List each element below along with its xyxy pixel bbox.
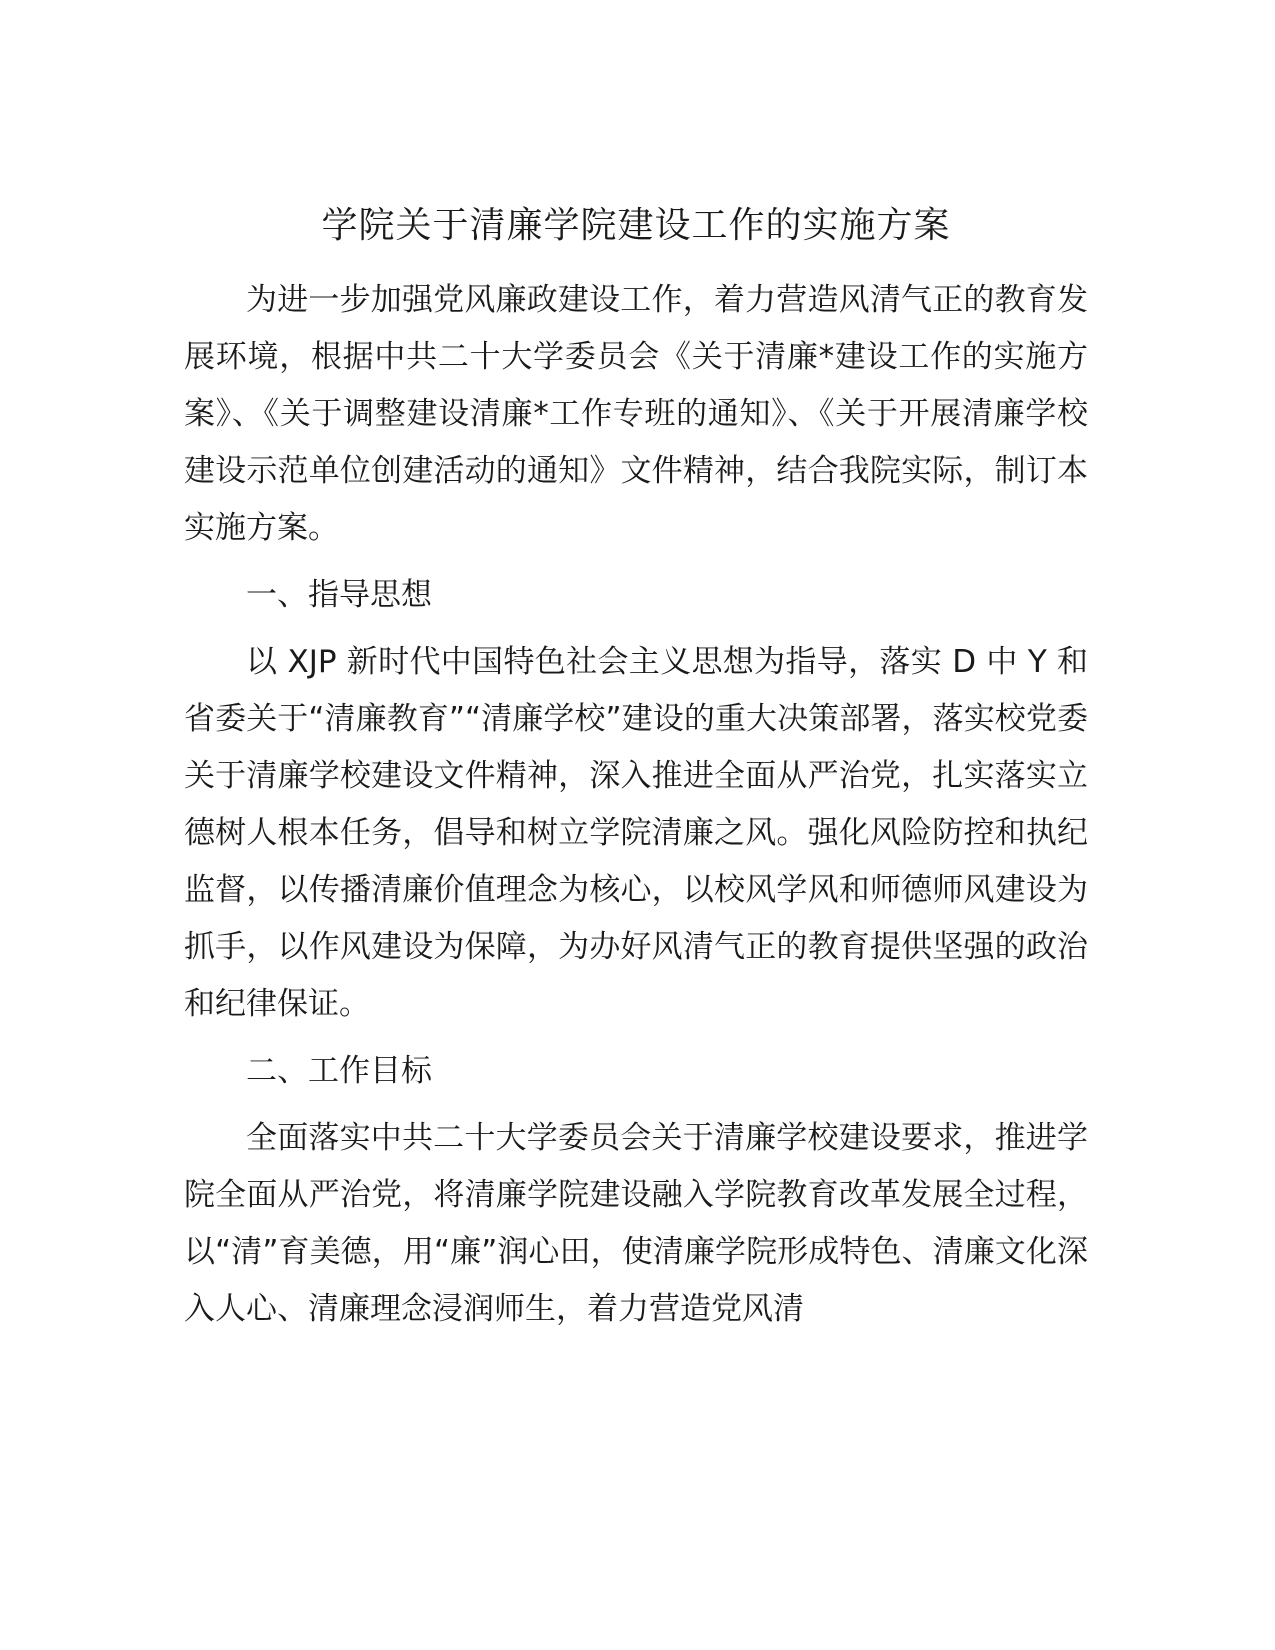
section-heading-guiding-ideology: 一、指导思想	[246, 577, 432, 613]
section-text-guiding-ideology: 以 XJP 新时代中国特色社会主义思想为指导，落实 D 中 Y 和省委关于“清廉教育”“清廉学校”建设的重大决策部署，落实校党委关于清廉学校建设文件精神，深入推进全面从严治党，扎实落实立德树人根本任务，倡导和树立学院清廉之风。强化风险防控和执纪监督，以传播清廉价值理念为核心，以校风学风和师德师风建设为抓手，以作风建设为保障，为办好风清气正的教育提供坚强的政治和纪律保证。	[184, 644, 1088, 1022]
document-body	[184, 196, 1088, 1338]
intro-paragraph: 为进一步加强党风廉政建设工作，着力营造风清气正的教育发展环境，根据中共二十大学委员会《关于清廉*建设工作的实施方案》、《关于调整建设清廉*工作专班的通知》、《关于开展清廉学校建设示范单位创建活动的通知》文件精神，结合我院实际，制订本实施方案。	[184, 282, 1088, 546]
document-title: 学院关于清廉学院建设工作的实施方案	[321, 205, 951, 246]
section-heading-work-goals: 二、工作目标	[246, 1053, 432, 1089]
section-text-work-goals: 全面落实中共二十大学委员会关于清廉学校建设要求，推进学院全面从严治党，将清廉学院建设融入学院教育改革发展全过程，以“清”育美德，用“廉”润心田，使清廉学院形成特色、清廉文化深入人心、清廉理念浸润师生，着力营造党风清	[184, 1120, 1088, 1327]
